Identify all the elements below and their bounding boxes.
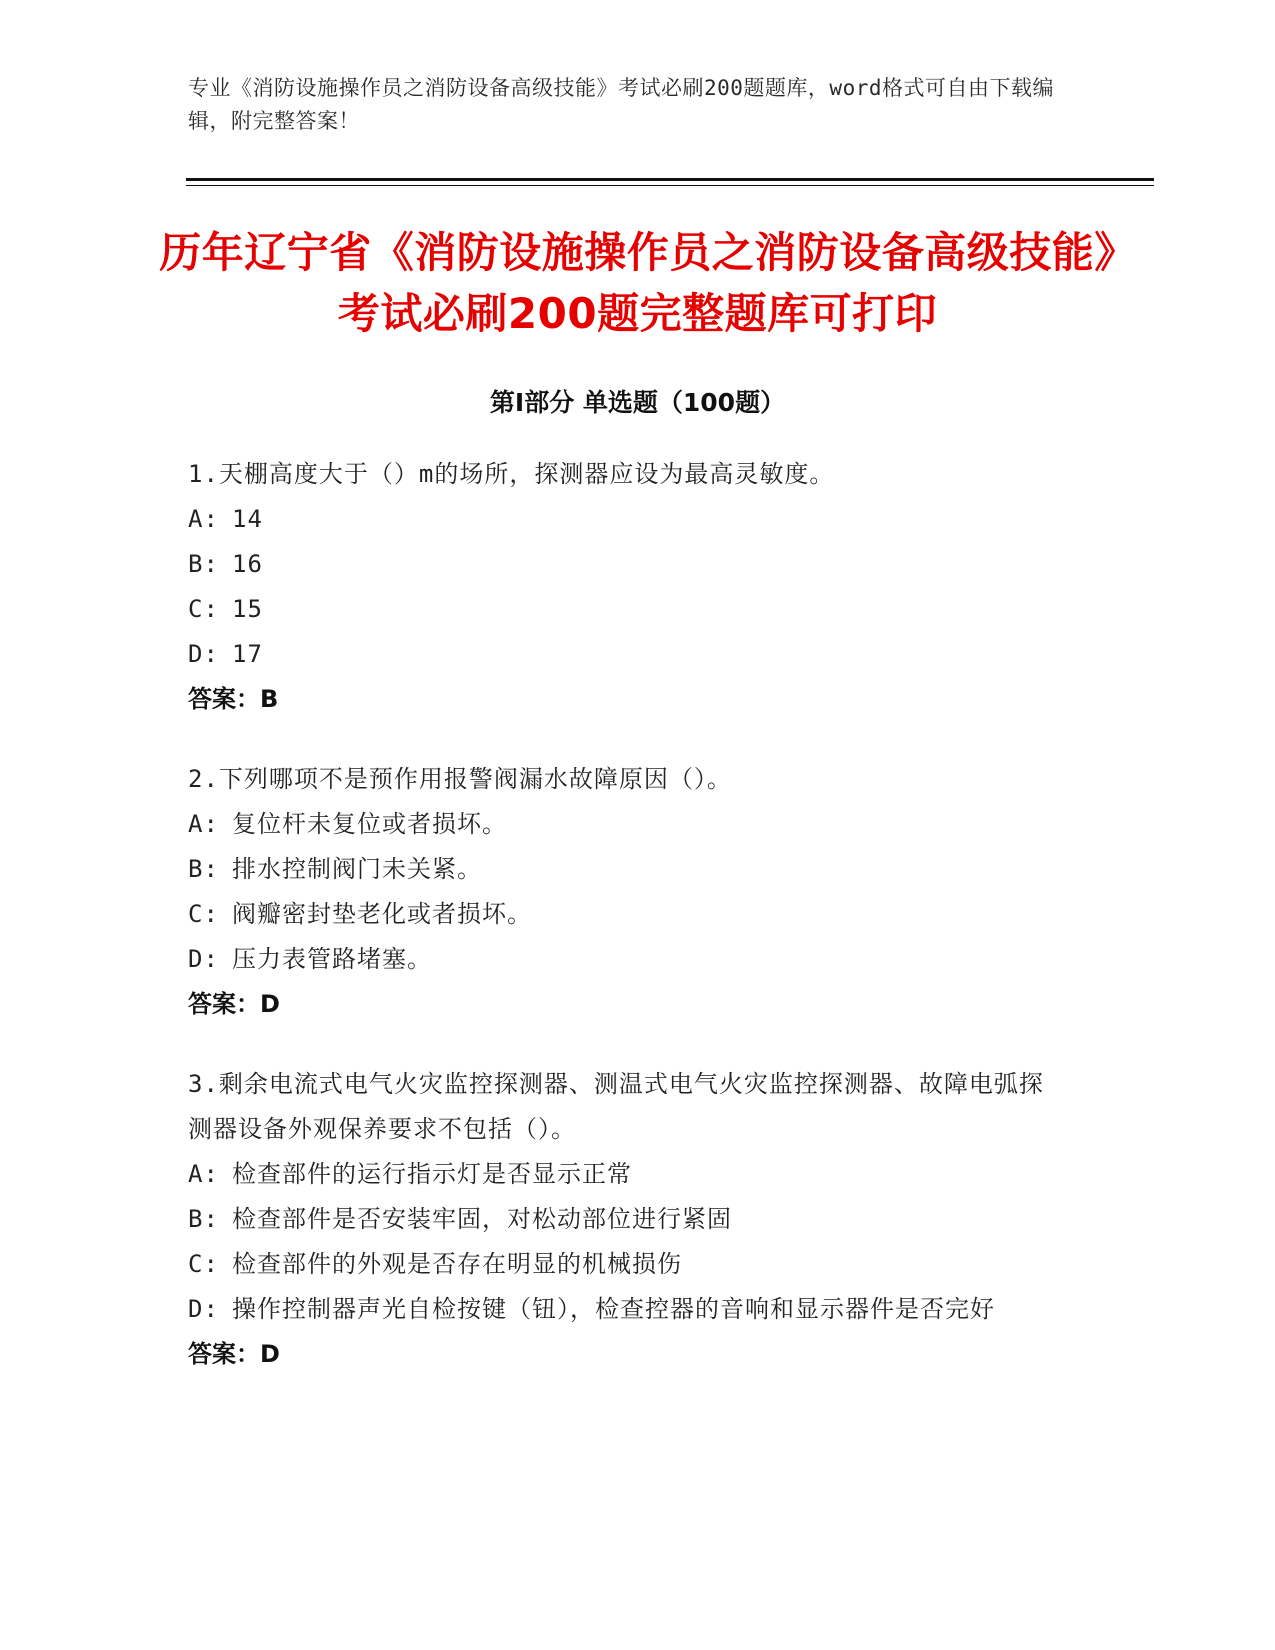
option-d: [188, 632, 1088, 677]
option-text: 压力表管路堵塞。: [232, 945, 432, 973]
answer-line: 答案：D: [188, 990, 280, 1018]
option-a: [188, 1152, 1058, 1197]
option-a: [188, 497, 1088, 542]
answer-line: 答案：D: [188, 1340, 280, 1368]
question-2: [188, 757, 1088, 1027]
header-divider-thick: [186, 178, 1154, 181]
option-letter: C:: [188, 900, 219, 928]
option-letter: B:: [188, 1205, 219, 1233]
option-text: 检查部件的外观是否存在明显的机械损伤: [232, 1250, 682, 1278]
option-text: 检查部件是否安装牢固，对松动部位进行紧固: [232, 1205, 732, 1233]
option-c: [188, 1242, 1058, 1287]
option-text: 排水控制阀门未关紧。: [232, 855, 482, 883]
option-letter: D:: [188, 640, 219, 668]
option-text: 16: [232, 550, 263, 578]
option-a: [188, 802, 1088, 847]
option-b: [188, 1197, 1058, 1242]
option-text: 17: [232, 640, 263, 668]
question-stem: 2.下列哪项不是预作用报警阀漏水故障原因（）。: [188, 765, 732, 793]
option-text: 操作控制器声光自检按键（钮），检查控器的音响和显示器件是否完好: [232, 1295, 995, 1323]
section-heading: 第Ⅰ部分 单选题（100题）: [489, 388, 786, 417]
option-d: [188, 1287, 1058, 1332]
option-letter: C:: [188, 1250, 219, 1278]
option-text: 复位杆未复位或者损坏。: [232, 810, 507, 838]
question-stem: 1.天棚高度大于（）m的场所，探测器应设为最高灵敏度。: [188, 460, 835, 488]
header-note: 专业《消防设施操作员之消防设备高级技能》考试必刷200题题库，word格式可自由下载编辑，附完整答案！: [188, 76, 1054, 133]
option-b: [188, 542, 1088, 587]
option-c: [188, 587, 1088, 632]
document-title: 历年辽宁省《消防设施操作员之消防设备高级技能》考试必刷200题完整题库可打印: [159, 228, 1116, 338]
option-text: 阀瓣密封垫老化或者损坏。: [232, 900, 532, 928]
option-letter: D:: [188, 1295, 219, 1323]
option-c: [188, 892, 1088, 937]
option-letter: B:: [188, 550, 219, 578]
option-letter: D:: [188, 945, 219, 973]
option-b: [188, 847, 1088, 892]
option-letter: A:: [188, 505, 219, 533]
option-letter: A:: [188, 810, 219, 838]
question-3: [188, 1062, 1058, 1377]
option-text: 检查部件的运行指示灯是否显示正常: [232, 1160, 632, 1188]
question-1: [188, 452, 1088, 722]
option-letter: A:: [188, 1160, 219, 1188]
option-text: 15: [232, 595, 263, 623]
question-stem: 3.剩余电流式电气火灾监控探测器、测温式电气火灾监控探测器、故障电弧探测器设备外观保养要求不包括（）。: [188, 1070, 1044, 1143]
header-divider-thin: [186, 185, 1154, 186]
option-d: [188, 937, 1088, 982]
option-text: 14: [232, 505, 263, 533]
answer-line: 答案：B: [188, 685, 279, 713]
option-letter: C:: [188, 595, 219, 623]
option-letter: B:: [188, 855, 219, 883]
